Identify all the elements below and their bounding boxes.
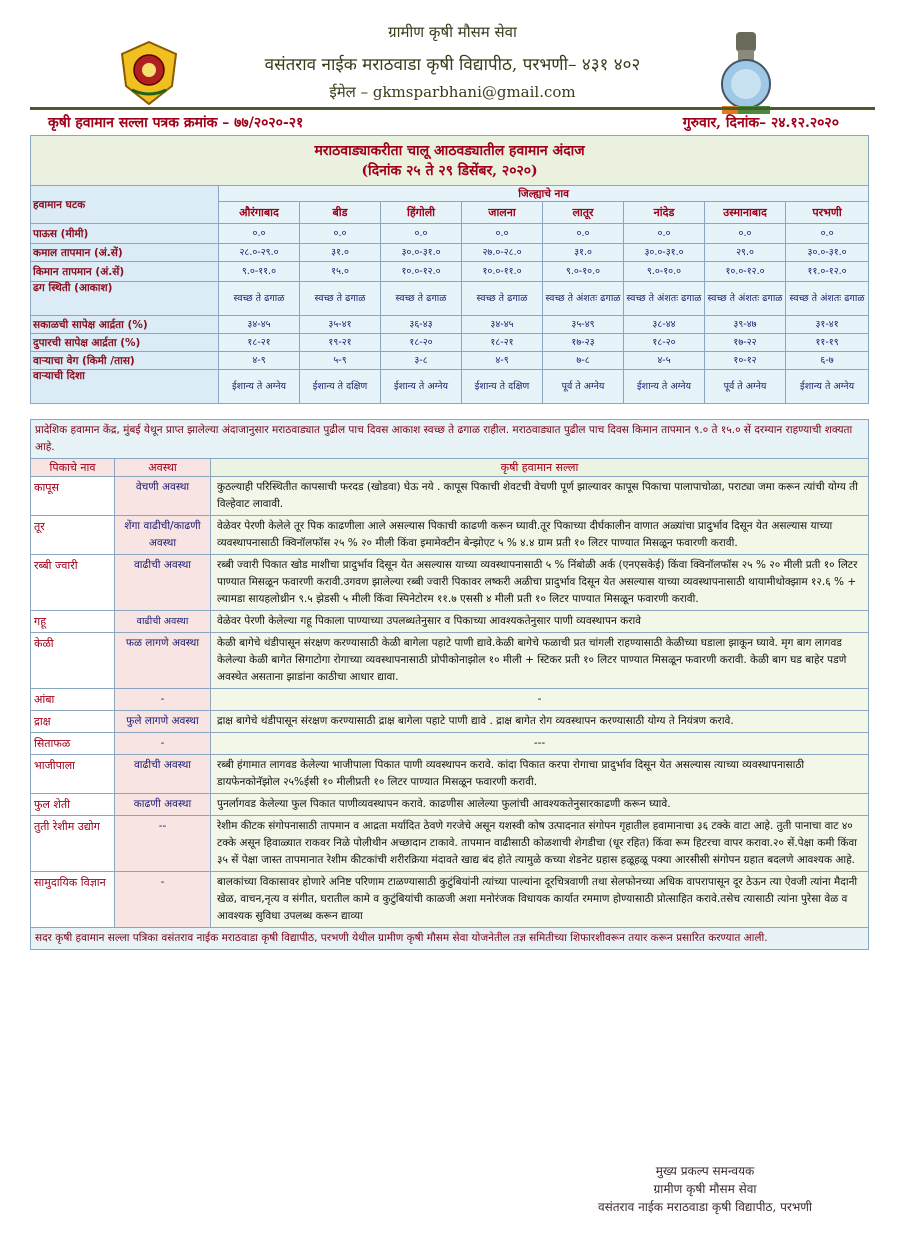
- forecast-summary: प्रादेशिक हवामान केंद्र, मुंबई येथून प्राप्त झालेल्या अंदाजानुसार मराठवाड्यात पुढील पाच दिवस आकाश स्वच्छ ते ढगाळ राहील. मराठवाड्यात पुढील पाच दिवस किमान तापमान ९.० ते १५.० सें दरम्यान राहण्याची शक्यता आहे.: [31, 420, 869, 459]
- district-name: लातूर: [543, 202, 624, 224]
- forecast-value: ९.०-१०.०: [624, 262, 705, 282]
- advisory-row: [31, 872, 869, 928]
- crop-stage: वेचणी अवस्था: [115, 477, 211, 516]
- crop-name: तुती रेशीम उद्योग: [31, 816, 115, 872]
- district-name: उस्मानाबाद: [705, 202, 786, 224]
- forecast-value: ईशान्य ते दक्षिण: [462, 370, 543, 404]
- crop-advice: पुनर्लागवड केलेल्या फुल पिकात पाणीव्यवस्थापन करावे. काढणीस आलेल्या फुलांची आवश्यकतेनुसारकाढणी करून घ्यावे.: [211, 794, 869, 816]
- forecast-value: ११.०-१२.०: [786, 262, 869, 282]
- crop-advice: केळी बागेचे थंडीपासून संरक्षण करण्यासाठी केळी बागेला पहाटे पाणी द्यावे.केळी बागेचे फळाची प्रत चांगली राहण्यासाठी केळीच्या घडाला झाकून घ्यावे. मृग बाग लागवड केलेल्या केळी बागेत सिगाटोगा रोगाच्या व्यवस्थापनासाठी प्रोपीकोनाझोल १० मीली + स्टिकर प्रती १० लिटर पाण्यात मिसळून फवारणी करावी. केळी बाग घड बाहेर पडणे अवस्थेत असताना झाडांना काठीचा आधार द्यावा.: [211, 633, 869, 689]
- forecast-value: ११-१९: [786, 334, 869, 352]
- forecast-value: स्वच्छ ते अंशतः ढगाळ: [786, 282, 869, 316]
- advisory-footer-note: सदर कृषी हवामान सल्ला पत्रिका वसंतराव नाईक मराठवाडा कृषी विद्यापीठ, परभणी येथील ग्रामीण कृषी मौसम सेवा योजनेतील तज्ञ समितीच्या शिफारशीवरून तयार करून प्रसारित करण्यात आली.: [31, 928, 869, 950]
- header-divider: [30, 107, 875, 110]
- cloud-row: [31, 282, 869, 316]
- advisory-row: [31, 794, 869, 816]
- forecast-value: ३-८: [381, 352, 462, 370]
- forecast-value: ३१-४१: [786, 316, 869, 334]
- forecast-value: ईशान्य ते अग्नेय: [381, 370, 462, 404]
- bulletin-number: कृषी हवामान सल्ला पत्रक क्रमांक – ७७/२०२०-२१: [48, 115, 304, 131]
- forecast-value: ३०.०-३१.०: [381, 244, 462, 262]
- param-header: हवामान घटक: [31, 186, 219, 224]
- wind-direction-row: [31, 370, 869, 404]
- forecast-value: १०.०-११.०: [462, 262, 543, 282]
- forecast-value: ०.०: [624, 224, 705, 244]
- stage-column-header: अवस्था: [115, 459, 211, 477]
- forecast-value: स्वच्छ ते ढगाळ: [219, 282, 300, 316]
- forecast-value: १७-२२: [705, 334, 786, 352]
- forecast-value: स्वच्छ ते ढगाळ: [300, 282, 381, 316]
- crop-stage: --: [115, 816, 211, 872]
- param-label: सकाळची सापेक्ष आर्द्रता (%): [31, 316, 219, 334]
- advisory-row: [31, 555, 869, 611]
- forecast-value: ३५-४१: [300, 316, 381, 334]
- forecast-value: १०.०-१२.०: [381, 262, 462, 282]
- district-header: जिल्ह्याचे नाव: [219, 186, 869, 202]
- forecast-value: पूर्व ते अग्नेय: [705, 370, 786, 404]
- forecast-value: ०.०: [381, 224, 462, 244]
- crop-advice: -: [211, 689, 869, 711]
- forecast-value: ०.०: [462, 224, 543, 244]
- crop-column-header: पिकाचे नाव: [31, 459, 115, 477]
- advisory-row: [31, 611, 869, 633]
- advisory-row: [31, 633, 869, 689]
- forecast-value: ९.०-११.०: [219, 262, 300, 282]
- forecast-value: ३९-४७: [705, 316, 786, 334]
- forecast-value: ४-५: [624, 352, 705, 370]
- forecast-value: ईशान्य ते अग्नेय: [219, 370, 300, 404]
- forecast-value: स्वच्छ ते ढगाळ: [462, 282, 543, 316]
- crop-advice: वेळेवर पेरणी केलेले तूर पिक काढणीला आले असल्यास पिकाची काढणी करून घ्यावी.तूर पिकाच्या दीर्घकालीन वाणात अळ्यांचा प्रादुर्भाव दिसून येत असल्यास याच्या व्यवस्थापनासाठी क्विनॉलफॉस २५ % २० मीली किंवा इमामेक्टीन बेन्झोएट ५ % ४.४ ग्राम प्रती १० लिटर पाण्यात मिसळून फवारणी करावी.: [211, 516, 869, 555]
- forecast-value: ०.०: [705, 224, 786, 244]
- advisory-row: [31, 711, 869, 733]
- max-temp-row: [31, 244, 869, 262]
- advisory-row: [31, 755, 869, 794]
- crop-name: भाजीपाला: [31, 755, 115, 794]
- forecast-table: [30, 135, 869, 404]
- forecast-value: ३५-४९: [543, 316, 624, 334]
- district-name: परभणी: [786, 202, 869, 224]
- signature-designation: मुख्य प्रकल्प समन्वयक: [655, 1164, 755, 1178]
- param-label: ढग स्थिती (आकाश): [31, 282, 219, 316]
- crop-name: कापूस: [31, 477, 115, 516]
- university-name: वसंतराव नाईक मराठवाडा कृषी विद्यापीठ, परभणी– ४३१ ४०२: [264, 55, 641, 75]
- crop-name: फुल शेती: [31, 794, 115, 816]
- forecast-value: ३४-४५: [219, 316, 300, 334]
- crop-stage: -: [115, 689, 211, 711]
- param-label: पाऊस (मीमी): [31, 224, 219, 244]
- crop-advice: रेशीम कीटक संगोपनासाठी तापमान व आद्रता मर्यादित ठेवणे गरजेचे असून यशस्वी कोष उत्पादनात संगोपन गृहातील हवामानाचा ३६ टक्के वाटा आहे. तुती पानाचा वाट ४० टक्के असून हिवाळ्यात राकवर निळे पोलीथीन अच्छादान टाकावे. तापमान वाढीसाठी कोळशाची शेगडीचा (धूर रहित) किंवा रूम हिटरचा वापर करावा.२० सें.पेक्षा कमी किंवा ३५ सें पेक्षा जास्त तापमानात रेशीम कीटकांची शरीरक्रिया मंदावते खाद्य बंद होते त्यामुळे कच्या शेडनेट ग्रहास हळूहळू पक्या आरसीसी संगोपन ग्रहात बदलणे आवश्यक आहे.: [211, 816, 869, 872]
- advisory-row: [31, 689, 869, 711]
- forecast-value: ४-९: [462, 352, 543, 370]
- crop-advice: वेळेवर पेरणी केलेल्या गहू पिकाला पाण्याच्या उपलब्धतेनुसार व पिकाच्या आवश्यकतेनुसार पाणी व्यवस्थापन करावे: [211, 611, 869, 633]
- forecast-value: २७.०-२८.०: [462, 244, 543, 262]
- advisory-row: [31, 733, 869, 755]
- bulletin-date: गुरुवार, दिनांक– २४.१२.२०२०: [682, 115, 839, 131]
- forecast-value: ३०.०-३१.०: [786, 244, 869, 262]
- param-label: किमान तापमान (अं.सें): [31, 262, 219, 282]
- forecast-value: १७-२३: [543, 334, 624, 352]
- param-label: वाऱ्याची दिशा: [31, 370, 219, 404]
- advisory-row: [31, 816, 869, 872]
- forecast-value: ०.०: [786, 224, 869, 244]
- advice-column-header: कृषी हवामान सल्ला: [211, 459, 869, 477]
- crop-advice: द्राक्ष बागेचे थंडीपासून संरक्षण करण्यासाठी द्राक्ष बागेला पहाटे पाणी द्यावे . द्राक्ष बागेत रोग व्यवस्थापन करण्यासाठी योग्य ते नियंत्रण करावे.: [211, 711, 869, 733]
- signature-block: [560, 1162, 850, 1216]
- forecast-value: १०-१२: [705, 352, 786, 370]
- forecast-value: ३१.०: [543, 244, 624, 262]
- forecast-title: [31, 136, 869, 186]
- param-label: कमाल तापमान (अं.सें): [31, 244, 219, 262]
- crop-name: रब्बी ज्वारी: [31, 555, 115, 611]
- signature-service: ग्रामीण कृषी मौसम सेवा: [653, 1182, 757, 1196]
- forecast-value: स्वच्छ ते अंशतः ढगाळ: [624, 282, 705, 316]
- crop-stage: -: [115, 733, 211, 755]
- crop-stage: काढणी अवस्था: [115, 794, 211, 816]
- forecast-value: ३४-४५: [462, 316, 543, 334]
- rainfall-row: [31, 224, 869, 244]
- district-name: नांदेड: [624, 202, 705, 224]
- param-label: दुपारची सापेक्ष आर्द्रता (%): [31, 334, 219, 352]
- forecast-value: स्वच्छ ते अंशतः ढगाळ: [543, 282, 624, 316]
- forecast-value: ४-९: [219, 352, 300, 370]
- crop-name: द्राक्ष: [31, 711, 115, 733]
- crop-name: आंबा: [31, 689, 115, 711]
- district-name: बीड: [300, 202, 381, 224]
- crop-stage: -: [115, 872, 211, 928]
- wind-speed-row: [31, 352, 869, 370]
- forecast-value: ईशान्य ते अग्नेय: [786, 370, 869, 404]
- crop-name: गहू: [31, 611, 115, 633]
- param-label: वाऱ्याचा वेग (किमी /तास): [31, 352, 219, 370]
- forecast-value: १८-२०: [624, 334, 705, 352]
- email-address: ईमेल – gkmsparbhani@gmail.com: [329, 83, 576, 101]
- district-name: हिंगोली: [381, 202, 462, 224]
- min-temp-row: [31, 262, 869, 282]
- crop-stage: शेंगा वाढीची/काढणी अवस्था: [115, 516, 211, 555]
- afternoon-humidity-row: [31, 334, 869, 352]
- forecast-value: ७-८: [543, 352, 624, 370]
- forecast-value: ईशान्य ते अग्नेय: [624, 370, 705, 404]
- forecast-title-line2: (दिनांक २५ ते २९ डिसेंबर, २०२०): [361, 162, 538, 179]
- signature-university: वसंतराव नाईक मराठवाडा कृषी विद्यापीठ, परभणी: [597, 1200, 813, 1214]
- forecast-value: ९.०-१०.०: [543, 262, 624, 282]
- crop-advice: कुठल्याही परिस्थितीत कापसाची फरदड (खोडवा) घेऊ नये . कापूस पिकाची शेवटची वेचणी पूर्ण झाल्यावर कापूस पिकाचा पालापाचोळा, पराट्या जमा करून त्यांची योग्य ती विल्हेवाट लावावी.: [211, 477, 869, 516]
- forecast-value: ०.०: [219, 224, 300, 244]
- forecast-value: ०.०: [300, 224, 381, 244]
- forecast-value: स्वच्छ ते अंशतः ढगाळ: [705, 282, 786, 316]
- forecast-value: ३१.०: [300, 244, 381, 262]
- forecast-value: ईशान्य ते दक्षिण: [300, 370, 381, 404]
- forecast-value: ३६-४३: [381, 316, 462, 334]
- crop-stage: फळ लागणे अवस्था: [115, 633, 211, 689]
- forecast-value: १८-२०: [381, 334, 462, 352]
- crop-stage: वाढीची अवस्था: [115, 611, 211, 633]
- crop-name: सिताफळ: [31, 733, 115, 755]
- crop-advice: रब्बी ज्वारी पिकात खोड माशीचा प्रादुर्भाव दिसून येत असल्यास याच्या व्यवस्थापनासाठी ५ % निंबोळी अर्क (एनएसकेई) किंवा क्विनॉलफॉस २५ % २० मीली प्रती १० लिटर पाण्यात मिसळून फवारणी करावी.उगवण झालेल्या रब्बी ज्वारी पिकावर लष्करी अळीचा प्रादुर्भाव दिसून येत असल्यास याच्या व्यवस्थापनासाठी थायामीथोक्झाम १२.६ % + ल्यामडा सायहलोथ्रीन ९.५ झेडसी ५ मीली किंवा स्पिनेटोरम ११.७ एससी ४ मीली प्रती १० लिटर पाण्यात मिसळून फवारणी करावी.: [211, 555, 869, 611]
- forecast-value: २९.०: [705, 244, 786, 262]
- forecast-value: ३०.०-३१.०: [624, 244, 705, 262]
- advisory-row: [31, 477, 869, 516]
- forecast-value: १९-२१: [300, 334, 381, 352]
- forecast-value: १०.०-१२.०: [705, 262, 786, 282]
- crop-name: तूर: [31, 516, 115, 555]
- crop-stage: वाढीची अवस्था: [115, 755, 211, 794]
- crop-advice: रब्बी हंगामात लागवड केलेल्या भाजीपाला पिकात पाणी व्यवस्थापन करावे. कांदा पिकात करपा रोगाचा प्रादुर्भाव दिसून येत असल्यास त्याच्या व्यवस्थापनासाठी डायफेनकोनॅझोल २५%ईसी १० मीलीप्रती १० लिटर पाण्यात मिसळून फवारणी करावी.: [211, 755, 869, 794]
- forecast-value: ०.०: [543, 224, 624, 244]
- morning-humidity-row: [31, 316, 869, 334]
- district-name: औरंगाबाद: [219, 202, 300, 224]
- forecast-value: १५.०: [300, 262, 381, 282]
- advisory-table: [30, 419, 869, 950]
- advisory-row: [31, 516, 869, 555]
- crop-advice: ---: [211, 733, 869, 755]
- forecast-value: २८.०-२९.०: [219, 244, 300, 262]
- crop-name: केळी: [31, 633, 115, 689]
- forecast-title-line1: मराठवाड्याकरीता चालू आठवड्यातील हवामान अंदाज: [314, 142, 585, 159]
- bulletin-bar: [30, 113, 875, 135]
- forecast-value: ५-९: [300, 352, 381, 370]
- crop-stage: फुले लागणे अवस्था: [115, 711, 211, 733]
- forecast-value: ६-७: [786, 352, 869, 370]
- district-name: जालना: [462, 202, 543, 224]
- forecast-value: स्वच्छ ते ढगाळ: [381, 282, 462, 316]
- forecast-value: १८-२१: [462, 334, 543, 352]
- crop-stage: वाढीची अवस्था: [115, 555, 211, 611]
- forecast-value: ३८-४४: [624, 316, 705, 334]
- document-header: [30, 8, 875, 110]
- service-name: ग्रामीण कृषी मौसम सेवा: [388, 23, 517, 41]
- crop-advice: बालकांच्या विकासावर होणारे अनिष्ट परिणाम टाळण्यासाठी कुटुंबियांनी त्यांच्या पाल्यांना दूरचित्रवाणी तथा सेलफोनच्या अधिक वापरापासून दूर ठेऊन त्या ऐवजी त्यांना मैदानी खेळ, वाचन,नृत्य व संगीत, घरातील कामे व कुटुंबियांची काळजी अशा मनोरंजक विधायक कार्यात रममाण होण्यासाठी प्रोत्साहित करावे.तसेच त्यासाठी त्यांना पुरेसा वेळ व आवश्यक सुविधा उपलब्ध करून द्याव्या: [211, 872, 869, 928]
- forecast-value: १८-२१: [219, 334, 300, 352]
- crop-name: सामुदायिक विज्ञान: [31, 872, 115, 928]
- forecast-value: पूर्व ते अग्नेय: [543, 370, 624, 404]
